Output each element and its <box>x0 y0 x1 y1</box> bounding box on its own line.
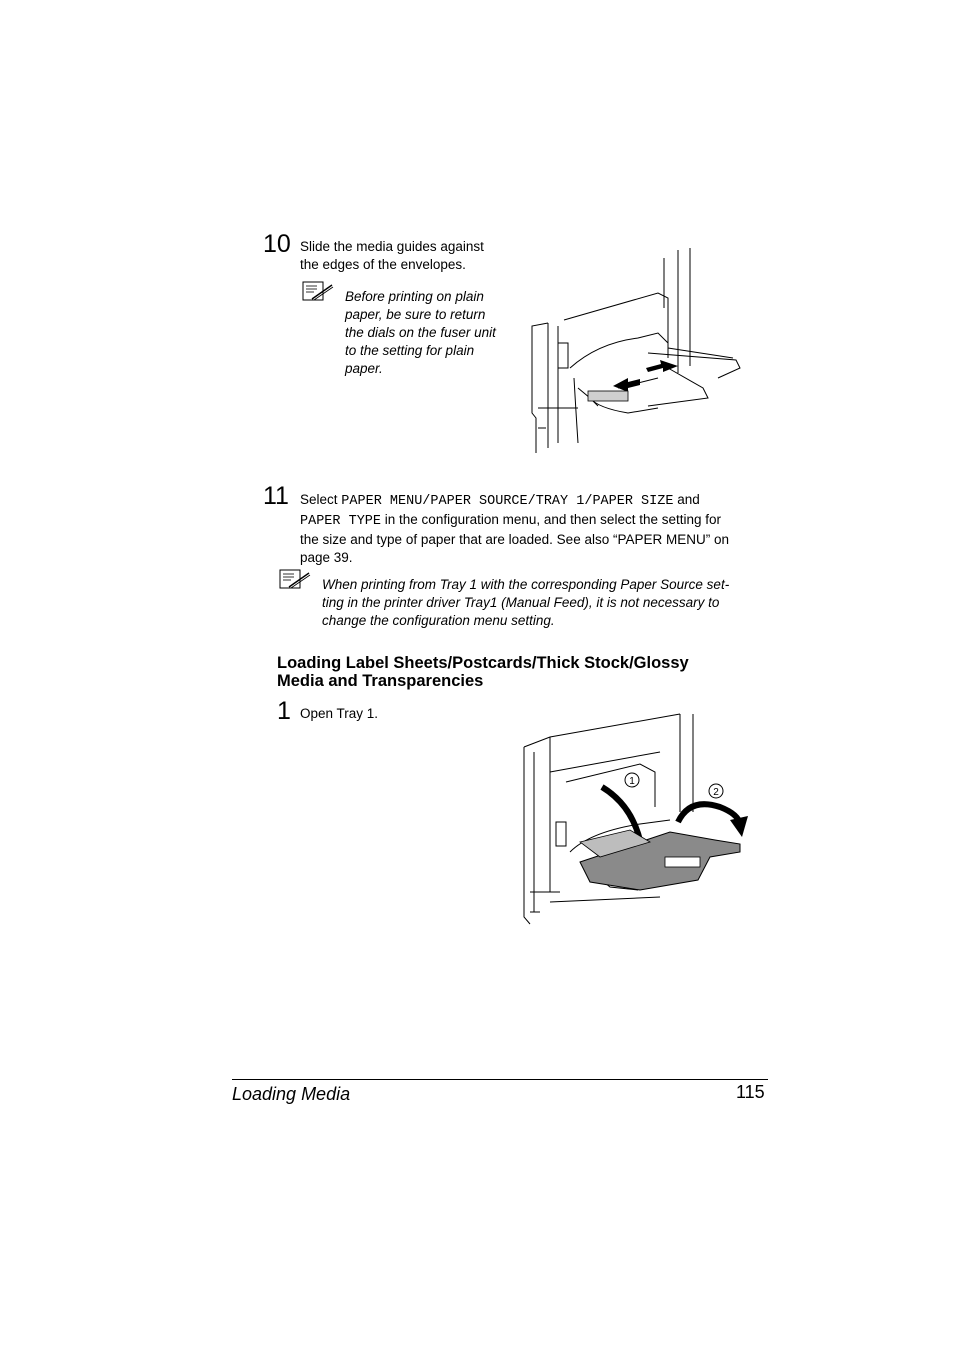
open-tray-illustration <box>520 712 750 937</box>
footer-section-title: Loading Media <box>232 1084 351 1104</box>
step-10-line1: Slide the media guides against <box>300 239 484 254</box>
section-heading-line2: Media and Transparencies <box>277 672 484 690</box>
step-1-text: Open Tray 1. <box>300 706 379 721</box>
note-line: When printing from Tray 1 with the corresponding Paper Source set- <box>322 577 730 592</box>
step-1-number: 1 <box>277 697 291 725</box>
step-10-line2: the edges of the envelopes. <box>300 257 466 272</box>
step-10-note <box>345 288 520 378</box>
page-number: 115 <box>736 1082 765 1102</box>
menu-path-code: PAPER MENU/PAPER SOURCE/TRAY 1/PAPER SIZE <box>341 494 674 509</box>
step-11-number: 11 <box>263 482 289 510</box>
note-line: change the configuration menu setting. <box>322 613 555 628</box>
select-word: Select <box>300 492 338 507</box>
footer-rule <box>232 1079 768 1080</box>
note-pencil-icon <box>302 281 334 308</box>
step-11-line4: page 39. <box>300 550 353 565</box>
callout-2: 2 <box>713 787 719 798</box>
step-11-line2-text: in the configuration menu, and then select the setting for <box>384 512 721 527</box>
note-line: the dials on the fuser unit <box>345 325 496 340</box>
step-11-line2 <box>300 511 775 531</box>
note-line: to the setting for plain <box>345 343 475 358</box>
paper-type-code: PAPER TYPE <box>300 514 382 529</box>
section-heading <box>277 654 777 690</box>
step-11-note <box>322 576 772 630</box>
step-10-number: 10 <box>263 230 291 258</box>
note-line: paper, be sure to return <box>345 307 486 322</box>
step-11-line3: the size and type of paper that are loaded. See also “PAPER MENU” on <box>300 532 729 547</box>
note-line: paper. <box>345 361 383 376</box>
step-10-text <box>300 238 484 274</box>
note-line: ting in the printer driver Tray1 (Manual Feed), it is not necessary to <box>322 595 720 610</box>
step-11-line1 <box>300 491 775 511</box>
note-pencil-icon <box>279 569 311 596</box>
callout-1: 1 <box>629 776 635 787</box>
media-guides-illustration <box>518 248 748 463</box>
step-11-text <box>300 491 775 567</box>
note-line: Before printing on plain <box>345 289 484 304</box>
section-heading-line1: Loading Label Sheets/Postcards/Thick Stock/Glossy <box>277 654 689 672</box>
and-word: and <box>677 492 700 507</box>
